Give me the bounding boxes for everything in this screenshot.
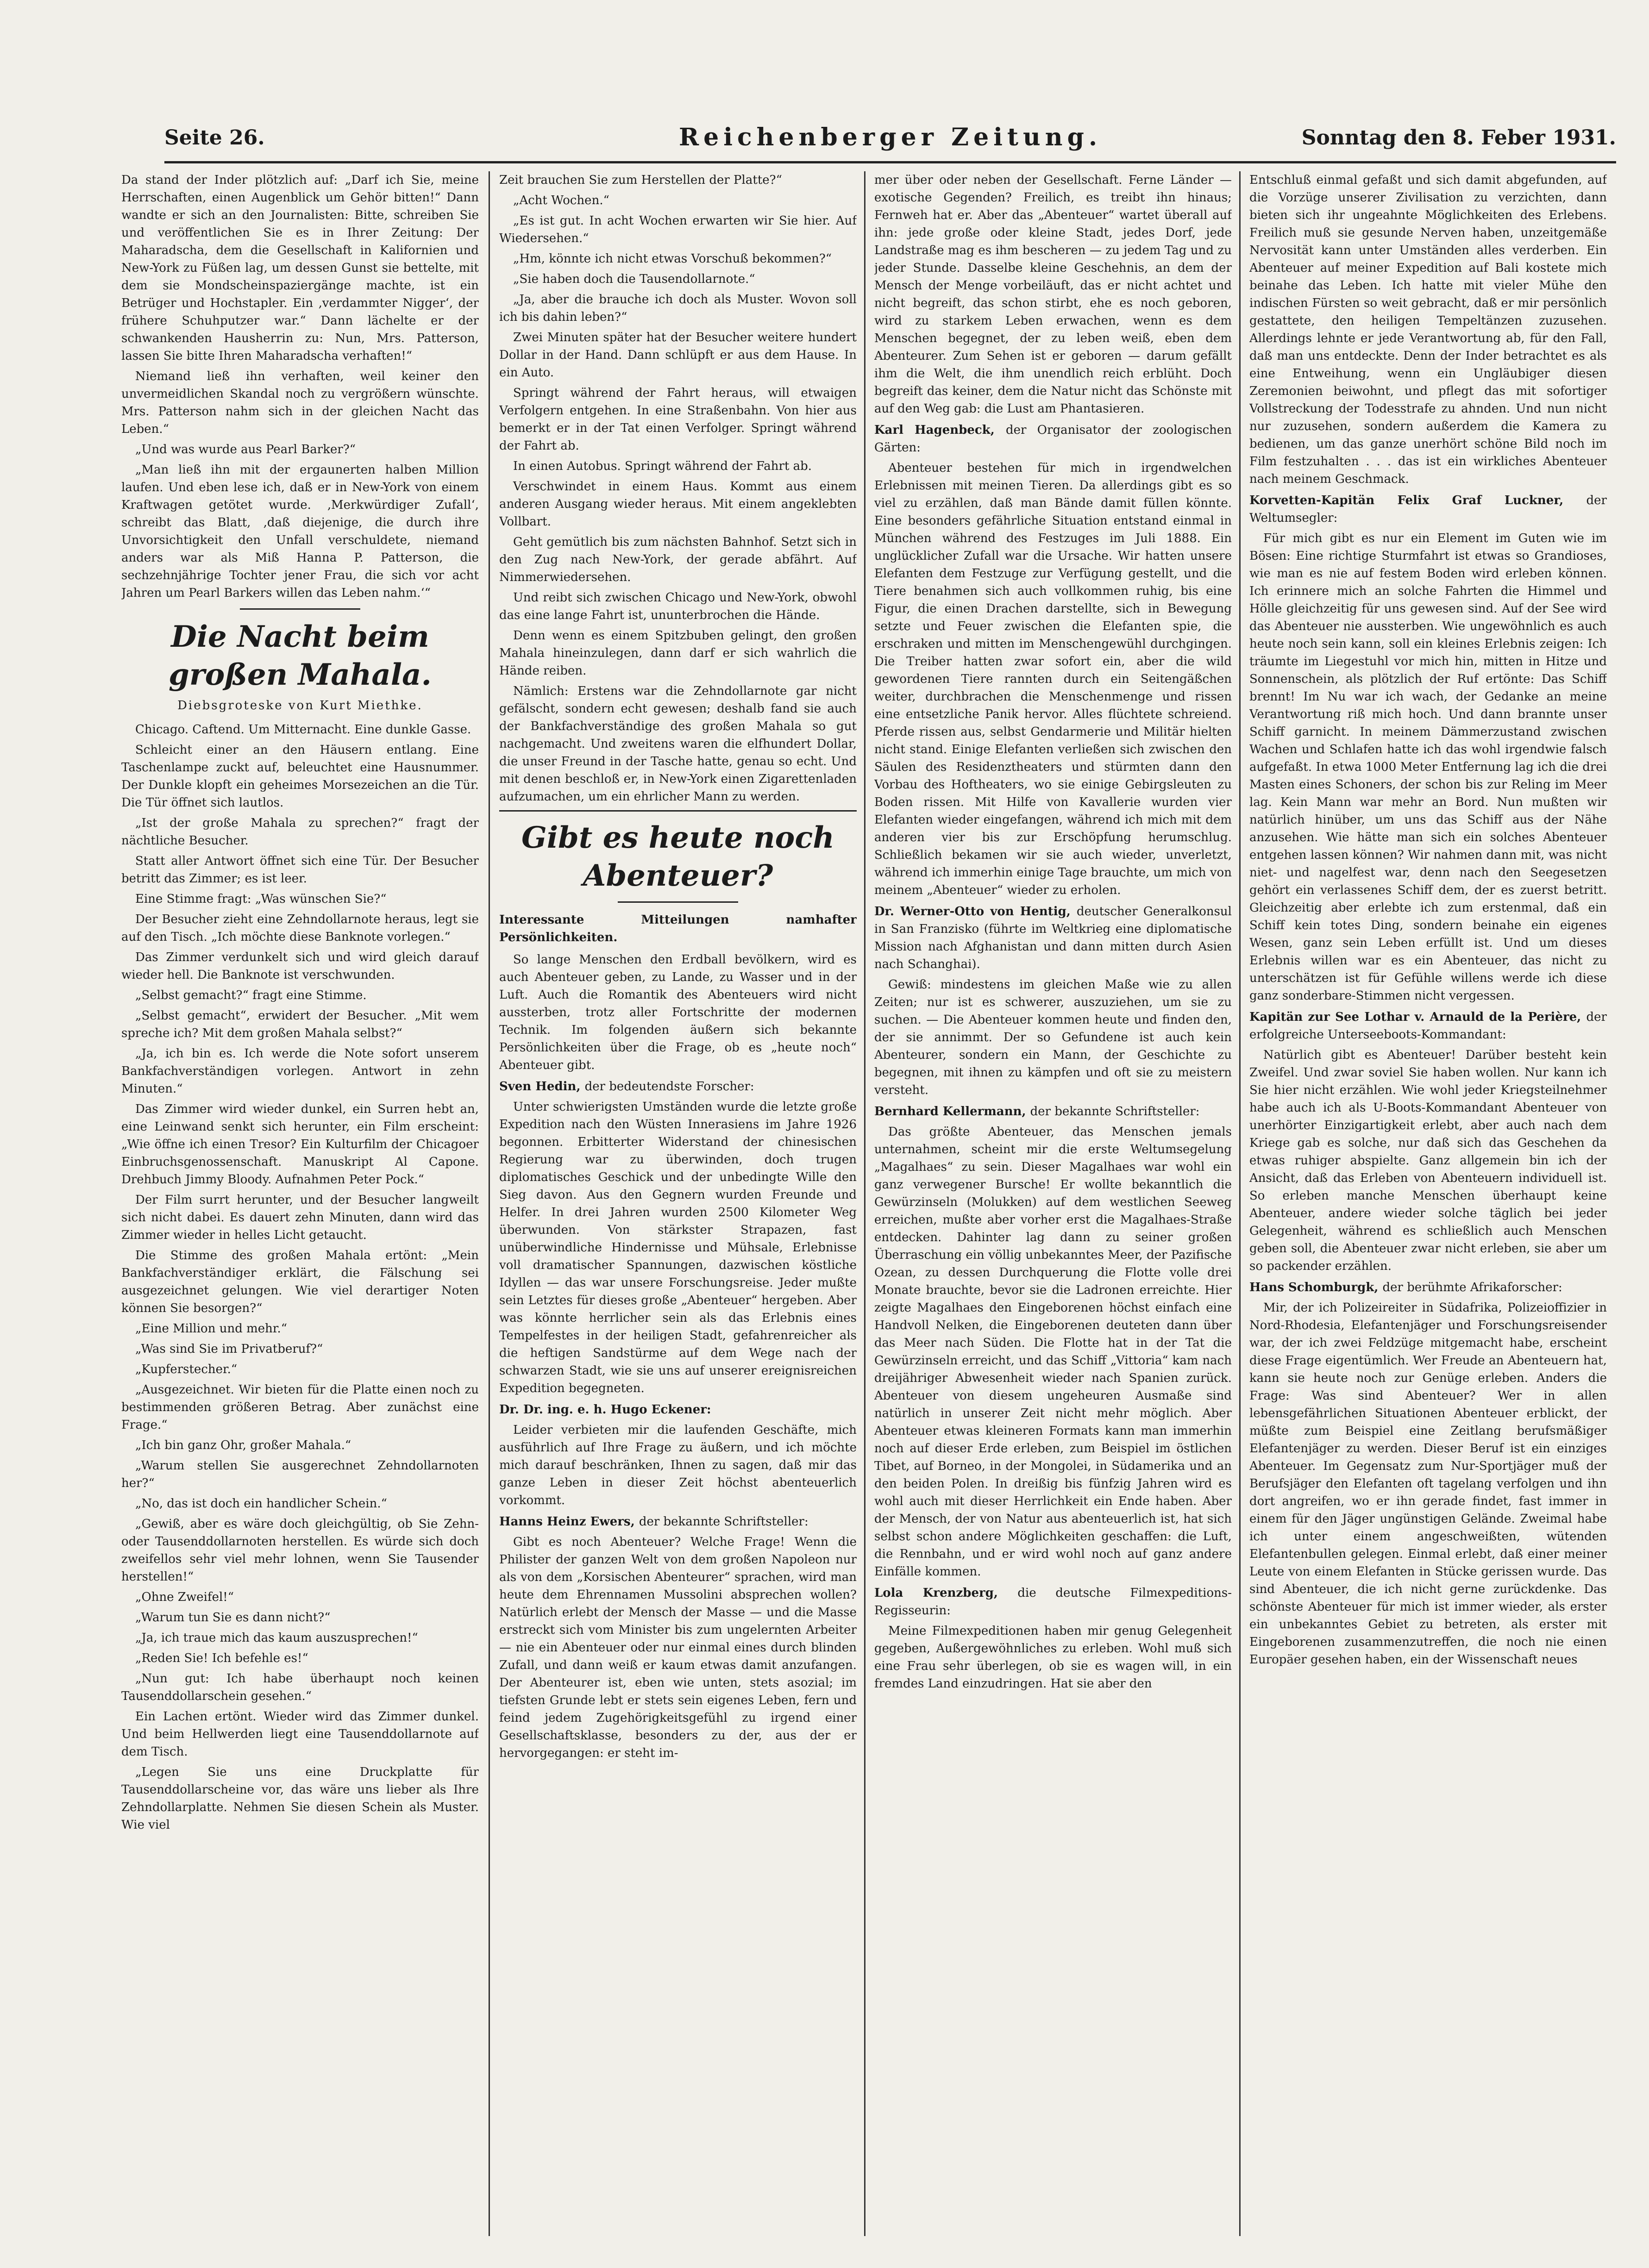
paragraph: „Warum stellen Sie ausgerechnet Zehndollarnoten her?“ xyxy=(121,1459,479,1490)
contributor-role: der Weltumsegler: xyxy=(1249,494,1607,525)
paragraph: Der Film surrt herunter, und der Besucher langweilt sich nicht dabei. Es dauert zehn Minuten, dann wird das Zimmer wieder in helles Licht getaucht. xyxy=(121,1193,479,1242)
paragraph: „Ist der große Mahala zu sprechen?“ fragt der nächtliche Besucher. xyxy=(121,816,479,848)
contributor-heading xyxy=(499,1078,857,1095)
paragraph: Niemand ließ ihn verhaften, weil keiner den unvermeidlichen Skandal noch zu vergrößern wünschte. Mrs. Patterson nahm sich in der gleichen Nacht das Leben.“ xyxy=(121,369,479,436)
paragraph: Abenteuer bestehen für mich in irgendwelchen Erlebnissen mit meinen Tieren. Da allerdings gibt es so viel zu erzählen, daß man Bände damit füllen könnte. Eine besonders gefährliche Situation entstand einmal in München während des Festzuges im Juli 1888. Ein unglücklicher Zufall war die Ursache. Wir hatten unsere Elefanten dem Festzuge zur Verfügung gestellt, und die Tiere benahmen sich auch vollkommen ruhig, bis eine Figur, die einen Drachen darstellte, sich in Bewegung setzte und Feuer zwischen die Elefanten spie, die erschraken und mitten im Menschengewühl durchgingen. Die Treiber hatten zwar sofort ein, aber die wild gewordenen Tiere rannten durch ein Seitengäßchen weiter, durchbrachen die Menschenmenge und rissen eine entsetzliche Panik hervor. Alles flüchtete schreiend. Pferde rissen aus, selbst Gendarmerie und Militär hielten nicht stand. Einige Elefanten verließen sich zwischen den Säulen des Residenztheaters und stürmten dann den Vorbau des Hoftheaters, wo sie einige Gebirgsleuten zu Boden rissen. Mit Hilfe von Kavallerie wurden vier Elefanten wieder eingefangen, während ich mich mit dem anderen vier bis zur Erschöpfung herumschlug. Schließlich bekamen wir sie auch wieder, unverletzt, während ich immerhin einige Tage brauchte, um mich von meinem „Abenteuer“ wieder zu erholen. xyxy=(874,461,1232,897)
contributor-name: Hans Schomburgk, xyxy=(1249,1281,1379,1294)
contributor-heading xyxy=(1249,492,1607,527)
paragraph: Zeit brauchen Sie zum Herstellen der Platte?“ xyxy=(499,173,782,187)
contributor-heading: Dr. Dr. ing. e. h. Hugo Eckener: xyxy=(499,1403,711,1417)
paragraph: Das größte Abenteuer, das Menschen jemals unternahmen, scheint mir die erste Weltumsegelung „Magalhaes“ zu sein. Dieser Magalhaes war wohl ein ganz verwegener Bursche! Er wollte bekanntlich die Gewürzinseln (Molukken) auf dem westlichen Seeweg erreichen, mußte aber vorher erst die Magalhaes-Straße entdecken. Dahinter lag dann zu seiner großen Überraschung ein völlig unbekanntes Meer, der Pazifische Ozean, zu dessen Durchquerung die Flotte volle drei Monate brauchte, bevor sie die Ladronen erreichte. Hier zeigte Magalhaes den Eingeborenen höchst einfach eine Handvoll Nelken, die Eingeborenen deuteten dann über das Meer nach Süden. Die Flotte hat in der Tat die Gewürzinseln erreicht, und das Schiff „Vittoria“ kam nach dreijähriger Abwesenheit wieder nach Spanien zurück. Abenteuer von diesem ungeheuren Ausmaße sind natürlich in unserer Zeit nicht mehr möglich. Aber Abenteuer etwas kleineren Formats kann man immerhin noch auf dieser Erde erleben, zum Beispiel im östlichen Tibet, auf Borneo, in der Mongolei, in Südamerika und an den beiden Polen. In dreißig bis fünfzig Jahren wird es wohl auch mit dieser Herrlichkeit ein Ende haben. Aber der Mensch, der von Natur aus abenteuerlich ist, hat sich selbst schon andere Möglichkeiten geschaffen: die Luft, die Rennbahn, und er wird wohl noch auf ganz andere Einfälle kommen. xyxy=(874,1125,1232,1579)
article-title: Die Nacht beim großen Mahala. xyxy=(169,619,432,692)
paragraph: „Ausgezeichnet. Wir bieten für die Platte einen noch zu bestimmenden größeren Betrag. Aber zunächst eine Frage.“ xyxy=(121,1383,479,1432)
contributor-heading xyxy=(874,903,1232,973)
contributor-role: deutscher Generalkonsul in San Franzisko (führte im Weltkrieg eine diplomatische Mission nach Afghanistan und dann mitten durch Asien nach Schanghai). xyxy=(874,905,1232,971)
paragraph: Unter schwierigsten Umständen wurde die letzte große Expedition nach den Wüsten Innerasiens im Jahre 1926 begonnen. Erbitterter Widerstand der chinesischen Regierung war zu überwinden, doch trugen diplomatisches Geschick und der unbedingte Wille den Sieg davon. Aus den Gegnern wurden Freunde und Helfer. In drei Jahren wurden 2500 Kilometer Weg überwunden. Von stärkster Strapazen, fast unüberwindliche Hindernisse und Mühsale, Erlebnisse voll dramatischer Spannungen, dazwischen köstliche Idyllen — das war unsere Forschungsreise. Jeder mußte sein Letztes für dieses große „Abenteuer“ hergeben. Aber was könnte herrlicher sein als das Erlebnis eines Tempelfestes in der heiligen Stadt, gefahrenreicher als die heftigen Sandstürme auf dem Wege nach der schwarzen Stadt, wie sie uns auf unserer ereignisreichen Expedition begegneten. xyxy=(499,1100,857,1395)
paragraph: Für mich gibt es nur ein Element im Guten wie im Bösen: Eine richtige Sturmfahrt ist etwas so Grandioses, wie man es nie auf festem Boden wird erleben können. Ich erinnere mich an solche Fahrten die Himmel und Hölle gleichzeitig für uns gewesen sind. Auf der See wird das Abenteuer nie aussterben. Wie ungewöhnlich es auch heute noch sein kann, soll ein kleines Erlebnis zeigen: Ich träumte im Liegestuhl vor mich hin, mitten in Hitze und Sonnenschein, als plötzlich der Ruf ertönte: Das Schiff brennt! Im Nu war ich wach, der Gedanke an meine Verantwortung riß mich hoch. Und dann brannte unser Schiff garnicht. In meinem Dämmerzustand zwischen Wachen und Schlafen hatte ich das wohl irgendwie falsch aufgefaßt. In etwa 1000 Meter Entfernung lag ich die drei Masten eines Schoners, der schon bis zur Reling im Meer lag. Kein Mann war mehr an Bord. Nun mußten wir natürlich hinüber, um uns das Schiff aus der Nähe anzusehen. Wie hätte man sich ein solches Abenteuer entgehen lassen können? Wir nahmen dann mit, was nicht niet- und nagelfest war, denn nach den Seegesetzen gehört ein verlassenes Schiff dem, der es zuerst betritt. Gleichzeitig aber erlebte ich zum erstenmal, daß ein Schiff kein totes Ding, sondern beinahe ein eigenes Wesen, ganz sein Leben erfüllt ist. Und um dieses Erlebnis willen war es ein Abenteuer, das nicht zu unterschätzen ist für Gefühle willens werde ich diese ganz sonderbare-Stimmen nicht vergessen. xyxy=(1249,531,1607,1003)
contributor-role: der Organisator der zoologischen Gärten: xyxy=(874,423,1232,455)
section-rule xyxy=(240,608,360,610)
paragraph: „Nun gut: Ich habe überhaupt noch keinen Tausenddollarschein gesehen.“ xyxy=(121,1672,479,1703)
paragraph: „Kupferstecher.“ xyxy=(135,1362,238,1376)
paragraph: „Hm, könnte ich nicht etwas Vorschuß bekommen?“ xyxy=(513,252,832,266)
contributor-role: der bekannte Schriftsteller: xyxy=(1030,1105,1200,1118)
paragraph: Statt aller Antwort öffnet sich eine Tür. Der Besucher betritt das Zimmer; es ist leer. xyxy=(121,854,479,886)
contributor-heading xyxy=(499,1513,857,1531)
contributor-name: Karl Hagenbeck, xyxy=(874,423,995,437)
paragraph: Das Zimmer verdunkelt sich und wird gleich darauf wieder hell. Die Banknote ist verschwunden. xyxy=(121,950,479,982)
paragraph: Schleicht einer an den Häusern entlang. Eine Taschenlampe zuckt auf, beleuchtet eine Hausnummer. Der Dunkle klopft ein geheimes Morsezeichen an die Tür. Die Tür öffnet sich lautlos. xyxy=(121,743,479,810)
article-subtitle: Interessante Mitteilungen namhafter Persönlichkeiten. xyxy=(499,913,857,944)
paragraph: „Acht Wochen.“ xyxy=(513,194,609,207)
paragraph: Entschluß einmal gefaßt und sich damit abgefunden, auf die Vorzüge unserer Zivilisation zu verzichten, dann bieten sich ihr ungeahnte Möglichkeiten des Erlebens. Freilich muß sie gesunde Nerven haben, unzeitgemäße Nervosität kann unter Umständen alles verderben. Ein Abenteuer auf meiner Expedition auf Bali kostete mich beinahe das Leben. Ich hatte mit vieler Mühe den indischen Fürsten so weit gebracht, daß er mir persönlich gestattete, den heiligen Tempeltänzen zuzusehen. Allerdings lehnte er jede Verantwortung ab, für den Fall, daß man uns entdeckte. Denn der Inder betrachtet es als eine Entweihung, wenn ein Ungläubiger diesen Zeremonien beiwohnt, und pflegt das mit sofortiger Vollstreckung der Todesstrafe zu ahnden. Und nun nicht nur zuzusehen, sondern außerdem die Kamera zu bedienen, um das ganze unerhört schöne Bild noch im Film festzuhalten . . . das ist ein wirkliches Abenteuer nach meinem Geschmack. xyxy=(1249,173,1607,486)
paragraph: „Eine Million und mehr.“ xyxy=(135,1322,288,1336)
column-1 xyxy=(121,171,479,2236)
contributor-role: die deutsche Filmexpeditions-Regisseurin: xyxy=(874,1586,1232,1618)
contributor-heading xyxy=(1249,1279,1607,1296)
contributor-role: der berühmte Afrikaforscher: xyxy=(1382,1281,1562,1294)
paragraph: „Sie haben doch die Tausendollarnote.“ xyxy=(513,272,755,286)
paragraph: Springt während der Fahrt heraus, will etwaigen Verfolgern entgehen. In eine Straßenbahn. Von hier aus bemerkt er in der Tat einen Verfolger. Springt während der Fahrt ab. xyxy=(499,386,857,453)
paragraph: Zwei Minuten später hat der Besucher weitere hundert Dollar in der Hand. Dann schlüpft er aus dem Hause. In ein Auto. xyxy=(499,331,857,380)
column-3 xyxy=(874,171,1232,2236)
contributor-name: Kapitän zur See Lothar v. Arnauld de la Perière, xyxy=(1249,1010,1581,1024)
contributor-heading xyxy=(1249,1008,1607,1043)
contributor-name: Hanns Heinz Ewers, xyxy=(499,1515,635,1529)
paragraph: „Reden Sie! Ich befehle es!“ xyxy=(135,1651,308,1665)
paragraph: Chicago. Caftend. Um Mitternacht. Eine dunkle Gasse. xyxy=(135,723,471,737)
paragraph: „Was sind Sie im Privatberuf?“ xyxy=(135,1342,323,1356)
paragraph: „Selbst gemacht“, erwidert der Besucher. „Mit wem spreche ich? Mit dem großen Mahala selbst?“ xyxy=(121,1009,479,1040)
contributor-role: der erfolgreiche Unterseeboots-Kommandant: xyxy=(1249,1010,1607,1042)
paragraph: So lange Menschen den Erdball bevölkern, wird es auch Abenteuer geben, zu Lande, zu Wasser und in der Luft. Auch die Romantik des Abenteuers wird nicht aussterben, trotz aller Fortschritte der modernen Technik. Im folgenden äußern sich bekannte Persönlichkeiten über die Frage, ob es „heute noch“ Abenteuer gibt. xyxy=(499,953,857,1072)
paragraph: Ein Lachen ertönt. Wieder wird das Zimmer dunkel. Und beim Hellwerden liegt eine Tausenddollarnote auf dem Tisch. xyxy=(121,1710,479,1759)
paragraph: „Und was wurde aus Pearl Barker?“ xyxy=(135,443,356,456)
paragraph: Und reibt sich zwischen Chicago und New-York, obwohl das eine lange Fahrt ist, ununterbrochen die Hände. xyxy=(499,591,857,622)
paragraph: „Man ließ ihn mit der ergaunerten halben Million laufen. Und eben lese ich, daß er in New-York von einem Kraftwagen getötet wurde. ‚Merkwürdiger Zufall‘, schreibt das Blatt, ‚daß diejenige, die durch ihre Unvorsichtigkeit den Unfall verschuldete, niemand anders war als Miß Hanna P. Patterson, die sechzehnjährige Tochter jener Frau, die sich vor acht Jahren um Pearl Barkers willen das Leben nahm.‘“ xyxy=(121,463,479,600)
page-number: Seite 26. xyxy=(164,126,265,150)
paragraph: Natürlich gibt es Abenteuer! Darüber besteht kein Zweifel. Und zwar soviel Sie haben wollen. Nur kann ich Sie hier nicht erzählen. Wie wohl jeder Kriegsteilnehmer habe auch ich als U-Boots-Kommandant Abenteuer von unerhörter Einzigartigkeit erlebt, aber auch nach dem Kriege gab es solche, nur daß sich das Geschehen da etwas ruhiger abspielte. Ganz allgemein bin ich der Ansicht, daß das Erleben von Abenteuern individuell ist. So erleben manche Menschen überhaupt keine Abenteuer, andere wieder solche täglich bei jeder Gelegenheit, während es schließlich auch Menschen geben soll, die Abenteuer zwar nicht erleben, sie aber um so packender erzählen. xyxy=(1249,1048,1607,1273)
contributor-role: der bedeutendste Forscher: xyxy=(584,1080,754,1093)
paragraph: „No, das ist doch ein handlicher Schein.“ xyxy=(135,1497,387,1511)
paragraph: Denn wenn es einem Spitzbuben gelingt, den großen Mahala hineinzulegen, dann darf er sich wahrlich die Hände reiben. xyxy=(499,629,857,678)
paragraph: Verschwindet in einem Haus. Kommt aus einem anderen Ausgang wieder heraus. Mit einem angeklebten Vollbart. xyxy=(499,480,857,529)
paragraph: mer über oder neben der Gesellschaft. Ferne Länder — exotische Gegenden? Freilich, es treibt ihn hinaus; Fernweh hat er. Aber das „Abenteuer“ wartet überall auf ihn: jede große oder kleine Stadt, jedes Dorf, jede Landstraße mag es ihm bescheren — zu jedem Tag und zu jeder Stunde. Dasselbe kleine Geschehnis, an dem der Mensch der Menge vorbeiläuft, das er nicht achtet und nicht begreift, das schon stirbt, ehe es noch geboren, wird zu starkem Leben erwachen, wenn es dem Menschen begegnet, der zu leben weiß, eben dem Abenteurer. Zum Sehen ist er geboren — darum gefällt ihm die Welt, die ihm unendlich reich erblüht. Doch begreift das keiner, dem die Natur nicht das Schönste mit auf den Weg gab: die Lust am Phantasieren. xyxy=(874,173,1232,416)
paragraph: „Ohne Zweifel!“ xyxy=(135,1590,234,1604)
paragraph: Die Stimme des großen Mahala ertönt: „Mein Bankfachverständiger erklärt, die Fälschung sei ausgezeichnet gelungen. Wie viel derartiger Noten können Sie besorgen?“ xyxy=(121,1249,479,1315)
contributor-role: der bekannte Schriftsteller: xyxy=(639,1515,809,1529)
article-title: Gibt es heute noch Abenteuer? xyxy=(521,820,834,893)
title-rule xyxy=(618,901,738,903)
contributor-name: Bernhard Kellermann, xyxy=(874,1105,1026,1118)
issue-date: Sonntag den 8. Feber 1931. xyxy=(1301,126,1616,150)
paragraph: Gibt es noch Abenteuer? Welche Frage! Wenn die Philister der ganzen Welt von dem großen Napoleon nur als von dem „Korsischen Abenteurer“ sprachen, wird man heute dem Ehrennamen Mussolini absprechen wollen? Natürlich erlebt der Mensch der Masse — und die Masse erstreckt sich vom Minister bis zum ungelernten Arbeiter — nie ein Abenteuer oder nur einmal eines durch blinden Zufall, und dann weiß er kaum etwas damit anzufangen. Der Abenteurer ist, eben wie unten, stets asozial; im tiefsten Grunde lebt er stets sein eigenes Leben, fern und feind jedem Zugehörigkeitsgefühl zu irgend einer Gesellschaftsklasse, besonders zu der, aus der er hervorgegangen: er steht im- xyxy=(499,1535,857,1760)
paragraph: Eine Stimme fragt: „Was wünschen Sie?“ xyxy=(135,892,387,906)
paragraph: „Ja, aber die brauche ich doch als Muster. Wovon soll ich bis dahin leben?“ xyxy=(499,293,857,324)
paragraph: Geht gemütlich bis zum nächsten Bahnhof. Setzt sich in den Zug nach New-York, der gerade abfährt. Auf Nimmerwiedersehen. xyxy=(499,535,857,584)
paragraph: Leider verbieten mir die laufenden Geschäfte, mich ausführlich auf Ihre Frage zu äußern, und ich möchte mich darauf beschränken, Ihnen zu sagen, daß mir das ganze Leben in dieser Zeit höchst abenteuerlich vorkommt. xyxy=(499,1423,857,1507)
paragraph: „Selbst gemacht?“ fragt eine Stimme. xyxy=(135,988,367,1002)
paragraph: Der Besucher zieht eine Zehndollarnote heraus, legt sie auf den Tisch. „Ich möchte diese Banknote vorlegen.“ xyxy=(121,912,479,944)
contributor-heading xyxy=(874,421,1232,456)
column-divider xyxy=(489,171,490,2236)
column-4 xyxy=(1249,171,1607,2236)
paragraph: „Gewiß, aber es wäre doch gleichgültig, ob Sie Zehn- oder Tausenddollarnoten herstellen. Es würde sich doch zweifellos sehr viel mehr lohnen, wenn Sie Tausender herstellen!“ xyxy=(121,1517,479,1584)
contributor-name: Korvetten-Kapitän Felix Graf Luckner, xyxy=(1249,494,1564,507)
paragraph: Das Zimmer wird wieder dunkel, ein Surren hebt an, eine Leinwand senkt sich herunter, ein Film erscheint: „Wie öffne ich einen Tresor? Ein Kulturfilm der Chicagoer Einbruchsgenossenschaft. Manuskript Al Capone. Drehbuch Jimmy Bloody. Aufnahmen Peter Pock.“ xyxy=(121,1102,479,1187)
column-divider xyxy=(1239,171,1241,2236)
newspaper-title: Reichenberger Zeitung. xyxy=(678,123,1102,151)
section-rule xyxy=(499,810,857,812)
contributor-heading xyxy=(874,1584,1232,1619)
contributor-name: Dr. Werner-Otto von Hentig, xyxy=(874,905,1071,918)
paragraph: Meine Filmexpeditionen haben mir genug Gelegenheit gegeben, Außergewöhnliches zu erleben. Wohl muß sich eine Frau sehr überlegen, ob sie es wagen will, in ein fremdes Land einzudringen. Hat sie aber den xyxy=(874,1624,1232,1691)
paragraph: „Ja, ich traue mich das kaum auszusprechen!“ xyxy=(135,1631,418,1645)
paragraph: Mir, der ich Polizeireiter in Südafrika, Polizeioffizier in Nord-Rhodesia, Elefantenjäger und Forschungsreisender war, der ich zwei Feldzüge mitgemacht habe, erscheint diese Frage eigentümlich. Wer Freude an Abenteuern hat, kann sie heute noch zur Genüge erleben. Anders die Frage: Was sind Abenteuer? Wer in allen lebensgefährlichen Situationen Abenteuer erblickt, der müßte zum Beispiel eine Zeitlang berufsmäßiger Elefantenjäger zu werden. Dieser Beruf ist ein einziges Abenteuer. Im Gegensatz zum Nur-Sportjäger muß der Berufsjäger den Elefanten oft tagelang verfolgen und ihn dort angreifen, wo er ihn gerade findet, fast immer in einem für den Jäger ungünstigen Gelände. Zweimal habe ich unter einem angeschweißten, wütenden Elefantenbullen gelegen. Einmal erlebt, daß einer meiner Leute von einem Elefanten in Stücke gerissen wurde. Das sind Abenteuer, die ich nicht gerne zurückdenke. Das schönste Abenteuer für mich ist immer wieder, als erster ein unbekanntes Gebiet zu betreten, als erster mit Eingeborenen zusammenzutreffen, die noch nie einen Europäer gesehen haben, ein der Wissenschaft neues xyxy=(1249,1301,1607,1667)
paragraph: „Warum tun Sie es dann nicht?“ xyxy=(135,1611,331,1624)
paragraph: In einen Autobus. Springt während der Fahrt ab. xyxy=(513,459,812,473)
contributor-name: Lola Krenzberg, xyxy=(874,1586,998,1600)
paragraph: Gewiß: mindestens im gleichen Maße wie zu allen Zeiten; nur ist es schwerer, auszuziehen, um sie zu suchen. — Die Abenteuer kommen heute und finden den, der sie annimmt. Der so Gefundene ist auch kein Abenteurer, sondern ein Mann, der Geschichte zu begegnen, mit ihnen zu kämpfen und oft sie zu meistern versteht. xyxy=(874,978,1232,1097)
paragraph: „Legen Sie uns eine Druckplatte für Tausenddollarscheine vor, das wäre uns lieber als Ihre Zehndollarplatte. Nehmen Sie diesen Schein als Muster. Wie viel xyxy=(121,1765,479,1832)
contributor-name: Sven Hedin, xyxy=(499,1080,581,1093)
header-rule xyxy=(164,161,1616,163)
paragraph: Da stand der Inder plötzlich auf: „Darf ich Sie, meine Herrschaften, einen Augenblick um Gehör bitten!“ Dann wandte er sich an den Journalisten: Bitte, schreiben Sie und veröffentlichen Sie es in Ihrer Zeitung: Der Maharadscha, dem die Gesellschaft in Kalifornien und New-York zu Füßen lag, um dessen Gunst sie bettelte, mit dem sie Mondscheinspaziergänge machte, ist ein Betrüger und Hochstapler. Ein ‚verdammter Nigger‘, der frühere Schuhputzer war.“ Dann lächelte er der schwankenden Hausherrin zu: Nun, Mrs. Patterson, lassen Sie bitte Ihren Maharadscha verhaften!“ xyxy=(121,173,479,363)
article-byline: Diebsgroteske von Kurt Miethke. xyxy=(177,699,423,712)
column-divider xyxy=(864,171,865,2236)
paragraph: „Ja, ich bin es. Ich werde die Note sofort unserem Bankfachverständigen vorlegen. Antwort in zehn Minuten.“ xyxy=(121,1047,479,1096)
column-2 xyxy=(499,171,857,2236)
paragraph: Nämlich: Erstens war die Zehndollarnote gar nicht gefälscht, sondern echt gewesen; deshalb fand sie auch der Bankfachverständige des großen Mahala so gut nachgemacht. Und zweitens waren die elfhundert Dollar, die unser Freund in der Tasche hatte, genau so echt. Und mit denen beschloß er, in New-York einen Zigarettenladen aufzumachen, um ein ehrlicher Mann zu werden. xyxy=(499,684,857,804)
paragraph: „Ich bin ganz Ohr, großer Mahala.“ xyxy=(135,1438,351,1452)
page-header xyxy=(164,123,1616,155)
paragraph: „Es ist gut. In acht Wochen erwarten wir Sie hier. Auf Wiedersehen.“ xyxy=(499,214,857,245)
contributor-heading xyxy=(874,1103,1232,1120)
